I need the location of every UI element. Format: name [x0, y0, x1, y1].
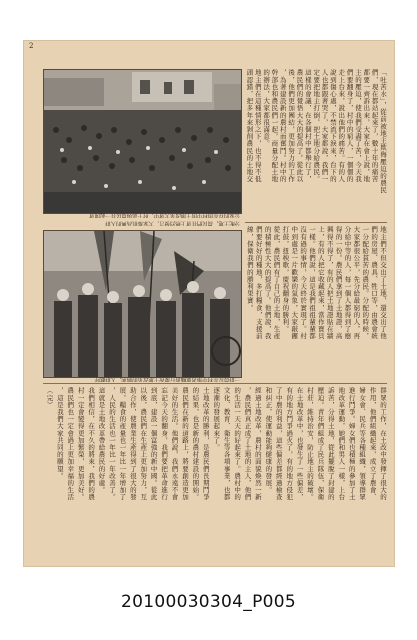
- text-column: 上，有的人把它收藏起來，當作寶貝: [316, 226, 325, 340]
- text-column: 大家都很公平，先分給最窮的人，再: [352, 226, 361, 340]
- text-column: （完）: [45, 387, 54, 409]
- page-number: 2: [29, 42, 34, 50]
- file-label: 20100030304_P005: [121, 592, 296, 612]
- text-column: 主的壓迫，使我們受盡了苦，今天我: [353, 69, 362, 183]
- text-column: 得的一份。農民們拿到了土地證，高: [334, 226, 343, 340]
- text-column: 以後，農民們在生產上更加努力，互: [139, 387, 148, 501]
- text-column: 美好的生活。他們說，我們永遠不會: [170, 387, 179, 501]
- text-column: 打鼓，扭秧歌，慶祝翻身的勝利。: [281, 226, 290, 333]
- text-column: 農民們的覺悟大大的提高了。從此以: [295, 69, 304, 183]
- text-column: 的生活一天天的好起來了。農村中的: [233, 387, 242, 501]
- text-column: 的結果，也是新的農村建設的開始。: [191, 387, 200, 501]
- text-column: 中到處是一片歡樂的氣象，大家敲鑼: [290, 226, 299, 340]
- text-column: 一樣。他們說，這是我們祖祖輩輩都: [308, 226, 316, 340]
- text-column: 農民們也一定會過上更加幸福的生活: [66, 387, 75, 501]
- text-column: 們，現在都站起來了，數十年的痛苦: [370, 69, 379, 183]
- text-column: 興得不得了，有的人把土地證貼在牆: [325, 226, 334, 340]
- text-column: 地主們在這種情形之下，也不得不低: [253, 69, 262, 183]
- text-column: 文化、教育、衛生等各項事業，也都: [222, 387, 231, 501]
- text-column: 逐漸的發展起來了。: [212, 387, 221, 451]
- text-column: 了中農的利益，這些偏差都經過檢查: [274, 387, 283, 501]
- photo-caption: 一群農民在村中舉著旗幟遊行慶祝土地改革的勝利，人群歡呼: [94, 376, 240, 382]
- text-column: 走上台來，說出他們的痛苦。有的人: [337, 69, 346, 183]
- text-block-middle-right: [245, 226, 387, 376]
- text-column: 作用，他們組織起來，成立了農會、: [368, 387, 377, 501]
- text-column: 我們相信，在不久的將來，我們的農: [87, 387, 96, 501]
- text-column: 的辦法，大家都很滿意。: [262, 69, 271, 148]
- text-column: 村一定會變得更加繁榮，更加美好。: [76, 387, 85, 501]
- text-column: 忘記今天的翻身，我們要把革命進行: [160, 387, 169, 501]
- text-column: 在土地改革中，也發生了一些偏差，: [295, 387, 304, 501]
- text-column: 們要翻身了，村中的窮人，一個個的: [345, 69, 354, 183]
- text-column: ，人民的生活也一年比一年改善了。: [107, 387, 116, 501]
- text-block-top-right: [245, 69, 387, 221]
- text-column: 地主們不但交出了土地，還交出了他: [379, 226, 387, 340]
- text-column: 婦女會、民兵等各種組織，領導群眾: [358, 387, 367, 501]
- text-column: 都要一齊訴出來，大家在會上說，地: [362, 69, 371, 183]
- text-column: 說到傷心處，不禁流下淚來，台下的: [328, 69, 337, 183]
- text-column: 分給中等的人，每一個人都得到了應: [343, 226, 352, 340]
- text-column: 頭認錯，把多年來剝削農民的土地交: [245, 69, 254, 183]
- text-column: 土地改革的勝利，是農民們長期鬥爭: [201, 387, 210, 501]
- text-column: 到底，建設一個富強的新中國。從此: [149, 387, 158, 501]
- text-column: ，為著建設新的農村而奮鬥。村中的: [278, 69, 287, 183]
- photo-caption: 公家的存在的村中的土地改革大會中，村干部與農民在一起開會: [89, 212, 240, 218]
- photo-parade-flags: [43, 230, 242, 378]
- text-column: ，農民們真正成了土地的主人，他們: [243, 387, 252, 501]
- text-column: 村莊，維持治安，防止地主的破壞。: [306, 387, 315, 501]
- text-column: 線，保衛我們的勝利果實。: [245, 226, 254, 312]
- text-column: 這就是土地改革帶給農民的好處。: [97, 387, 106, 494]
- text-column: 訴苦，分得土地，從此擺脫了封建的: [326, 387, 335, 501]
- document-page: [23, 40, 395, 567]
- photo-caption: 分配土地，農民們在會上熱烈發言，大家都很高興的人群: [105, 220, 240, 226]
- text-column: 「吐苦水」，從前被地主欺侮壓迫的農民: [379, 69, 387, 194]
- text-column: 助合作，使農業生產得到了很大的發: [128, 387, 137, 501]
- text-column: 有的地方鬥爭過火了，有的地方侵犯: [285, 387, 294, 501]
- text-column: 從此，農民們有了自己的土地，生產: [272, 226, 281, 340]
- text-column: ，這是我們大家共同的願望。: [55, 387, 64, 480]
- text-column: 群眾的工作，在土改中發揮了很大的: [379, 387, 387, 501]
- text-column: 定要把地主打倒，把土地分給農民。: [312, 69, 321, 183]
- text-column: 沒有過的事情，今天終於實現了。村: [299, 226, 308, 340]
- text-column: 壓迫。青年們組成了民兵隊伍，保衛: [316, 387, 325, 501]
- text-block-bottom: [43, 387, 387, 559]
- text-column: 農民們在新的道路上，將要創造更加: [180, 387, 189, 501]
- text-column: 們的房屋、農具、牲口等，由農會統: [370, 226, 379, 340]
- photo-crowd-meeting: [43, 69, 242, 214]
- text-column: 這樣的會議，在各個村中都舉行了，: [303, 69, 312, 183]
- text-column: 一分配給貧苦的農民。分配的時候，: [361, 226, 370, 340]
- text-column: 展，糧食的產量也一年比一年增加了: [118, 387, 127, 501]
- text-column: 地改革運動，她們和男人一樣，上台: [337, 387, 346, 501]
- text-column: 幹部也和農民們一起，商量分配土地: [270, 69, 279, 183]
- text-column: 的積極性大大的提高了。他們說，我: [263, 226, 272, 340]
- text-column: 經過土地改革，農村的面貌煥然一新: [253, 387, 262, 501]
- text-column: 們要好好的種地，多打糧食，支援前: [254, 226, 263, 340]
- text-column: 進行鬥爭。婦女們也積極的參加了土: [347, 387, 356, 501]
- text-column: 人也都跟著哭了，大家都說，我們一: [320, 69, 329, 183]
- divider: [43, 383, 387, 384]
- text-column: 後，他們更加團結，更加努力的工作: [287, 69, 296, 183]
- divider: [245, 222, 387, 223]
- text-column: 和糾正，使運動能夠健康的發展。: [264, 387, 273, 494]
